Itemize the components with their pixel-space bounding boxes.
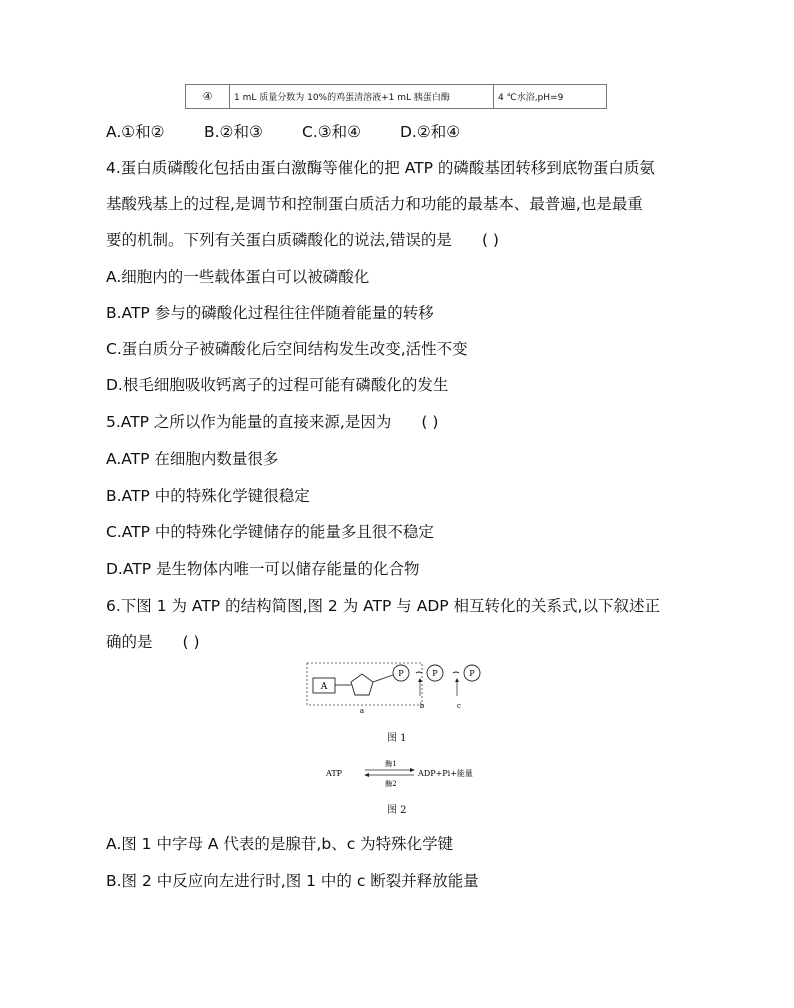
figure-2-atp-adp-reaction [322, 756, 482, 790]
q4-stem-line-2: 基酸残基上的过程,是调节和控制蛋白质活力和功能的最基本、最普遍,也是最重 [106, 195, 643, 213]
phosphate-label-3: P [469, 669, 475, 678]
ribose-pentagon [351, 674, 373, 695]
figure-1-atp-structure [300, 662, 500, 714]
q6-stem-line-2 [106, 632, 200, 652]
q5-option-b: B.ATP 中的特殊化学键很稳定 [106, 487, 310, 505]
label-a: a [359, 707, 365, 714]
q6-stem-line-1: 6.下图 1 为 ATP 的结构简图,图 2 为 ATP 与 ADP 相互转化的关系式,以下叙述正 [106, 597, 660, 615]
q5-stem-text: 5.ATP 之所以作为能量的直接来源,是因为 [106, 413, 392, 431]
q6-answer-paren: ( ) [182, 633, 200, 651]
q4-option-d: D.根毛细胞吸收钙离子的过程可能有磷酸化的发生 [106, 376, 449, 394]
label-c: c [457, 702, 461, 710]
phosphate-label-2: P [432, 669, 438, 678]
label-b: b [419, 702, 425, 710]
table-cell-content: 1 mL 质量分数为 10%的鸡蛋清溶液+1 mL 胰蛋白酶 [230, 85, 494, 108]
q6-option-b: B.图 2 中反应向左进行时,图 1 中的 c 断裂并释放能量 [106, 872, 479, 890]
q6-stem-text: 确的是 [106, 633, 153, 651]
q4-stem-line-3 [106, 230, 499, 250]
enzyme-2-label: 酶2 [385, 780, 397, 788]
reaction-left: ATP [326, 769, 343, 778]
q6-option-a: A.图 1 中字母 A 代表的是腺苷,b、c 为特殊化学键 [106, 835, 454, 853]
q4-option-a: A.细胞内的一些载体蛋白可以被磷酸化 [106, 268, 370, 286]
table-row [185, 84, 607, 109]
q5-option-c: C.ATP 中的特殊化学键储存的能量多且很不稳定 [106, 523, 434, 541]
adenine-label: A [320, 682, 328, 692]
q4-option-b: B.ATP 参与的磷酸化过程往往伴随着能量的转移 [106, 304, 434, 322]
enzyme-1-label: 酶1 [385, 760, 397, 768]
q5-option-a: A.ATP 在细胞内数量很多 [106, 450, 279, 468]
figure-2-caption: 图 2 [387, 805, 407, 816]
q3-option-b: B.②和③ [204, 123, 263, 141]
q5-answer-paren: ( ) [421, 413, 439, 431]
q4-stem-line-1: 4.蛋白质磷酸化包括由蛋白激酶等催化的把 ATP 的磷酸基团转移到底物蛋白质氨 [106, 159, 655, 177]
table-cell-condition: 4 ℃水浴,pH=9 [498, 93, 564, 103]
q3-option-a: A.①和② [106, 123, 165, 141]
q3-option-c: C.③和④ [302, 123, 362, 141]
q3-option-d: D.②和④ [400, 123, 461, 141]
q4-option-c: C.蛋白质分子被磷酸化后空间结构发生改变,活性不变 [106, 340, 468, 358]
table-cell-number: ④ [186, 85, 230, 108]
reaction-right: ADP+Pi+能量 [418, 769, 473, 778]
q3-options [106, 122, 460, 142]
q4-answer-paren: ( ) [481, 231, 499, 249]
q5-stem [106, 412, 438, 432]
q4-stem-text: 要的机制。下列有关蛋白质磷酸化的说法,错误的是 [106, 231, 452, 249]
phosphate-label-1: P [398, 669, 404, 678]
q5-option-d: D.ATP 是生物体内唯一可以储存能量的化合物 [106, 560, 420, 578]
figure-1-caption: 图 1 [387, 733, 407, 744]
